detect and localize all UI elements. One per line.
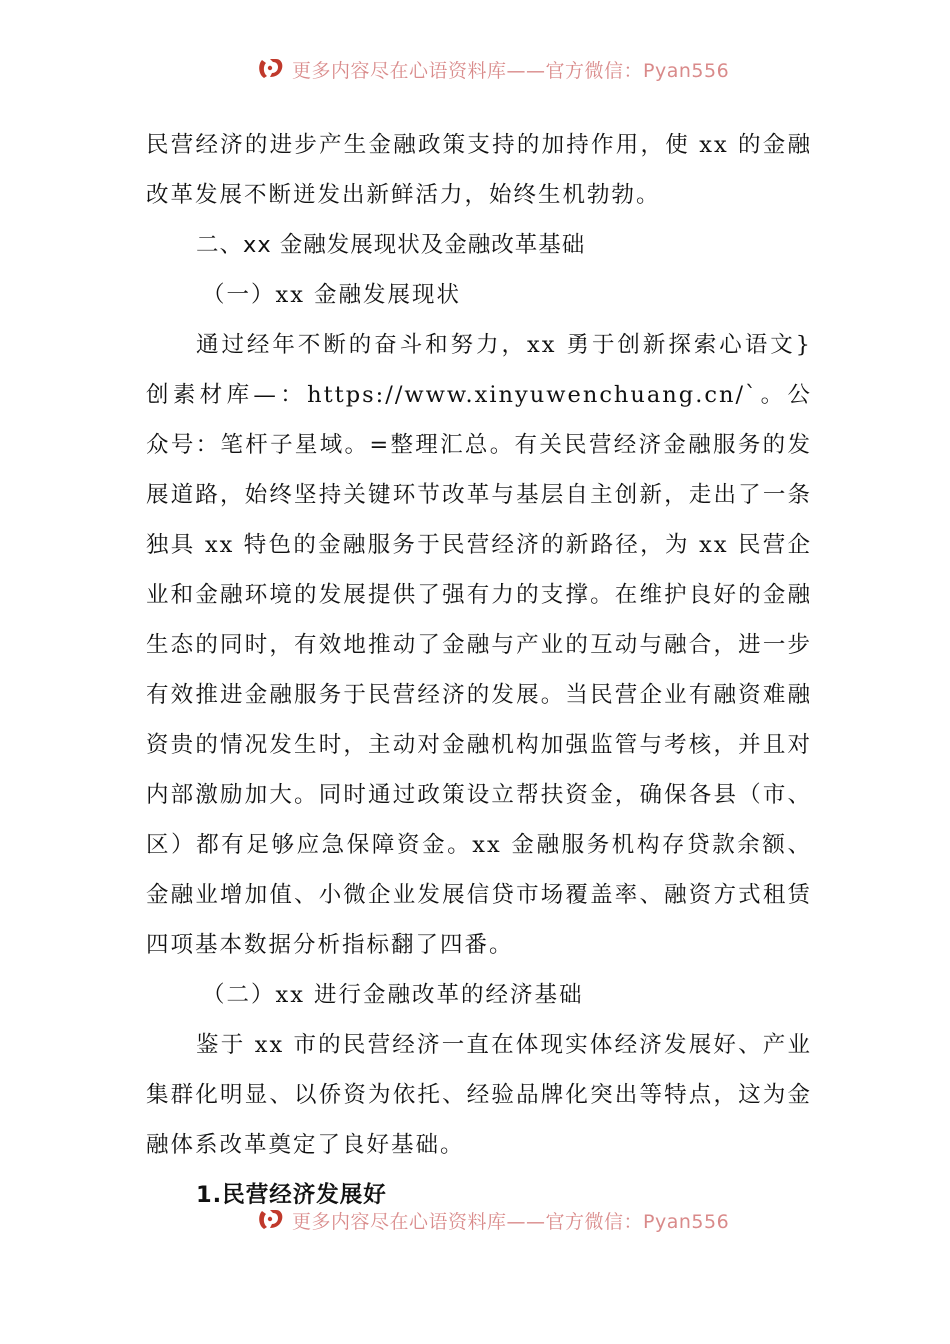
paragraph-status: 通过经年不断的奋斗和努力，xx 勇于创新探索心语文}创素材库—：https://www.xinyuwenchuang.cn/`。公众号：笔杆子星域。=整理汇总。有关民营经济金融服务的发展道路，始终坚持关键环节改革与基层自主创新，走出了一条独具 xx 特色的金融服务于民营经济的新路径，为 xx 民营企业和金融环境的发展提供了强有力的支撑。在维护良好的金融生态的同时，有效地推动了金融与产业的互动与融合，进一步有效推进金融服务于民营经济的发展。当民营企业有融资难融资贵的情况发生时，主动对金融机构加强监管与考核，并且对内部激励加大。同时通过政策设立帮扶资金，确保各县（市、区）都有足够应急保障资金。xx 金融服务机构存贷款余额、金融业增加值、小微企业发展信贷市场覆盖率、融资方式租赁四项基本数据分析指标翻了四番。 — [146, 332, 812, 958]
watermark-text: 更多内容尽在心语资料库——官方微信：Pyan556 — [292, 59, 730, 82]
document-body — [146, 120, 812, 1220]
logo-icon — [256, 56, 286, 82]
logo-icon — [256, 1207, 286, 1233]
numbered-heading-1: 1.民营经济发展好 — [196, 1182, 387, 1208]
paragraph-basis: 鉴于 xx 市的民营经济一直在体现实体经济发展好、产业集群化明显、以侨资为依托、经验品牌化突出等特点，这为金融体系改革奠定了良好基础。 — [146, 1032, 812, 1158]
section-heading: 二、xx 金融发展现状及金融改革基础 — [196, 232, 586, 258]
watermark-text: 更多内容尽在心语资料库——官方微信：Pyan556 — [292, 1210, 730, 1233]
footer-watermark — [256, 1206, 729, 1234]
header-watermark — [256, 55, 729, 83]
subsection-heading-1: （一）xx 金融发展现状 — [202, 282, 462, 308]
paragraph-intro: 民营经济的进步产生金融政策支持的加持作用，使 xx 的金融改革发展不断迸发出新鲜活力，始终生机勃勃。 — [146, 132, 812, 208]
subsection-heading-2: （二）xx 进行金融改革的经济基础 — [202, 982, 584, 1008]
